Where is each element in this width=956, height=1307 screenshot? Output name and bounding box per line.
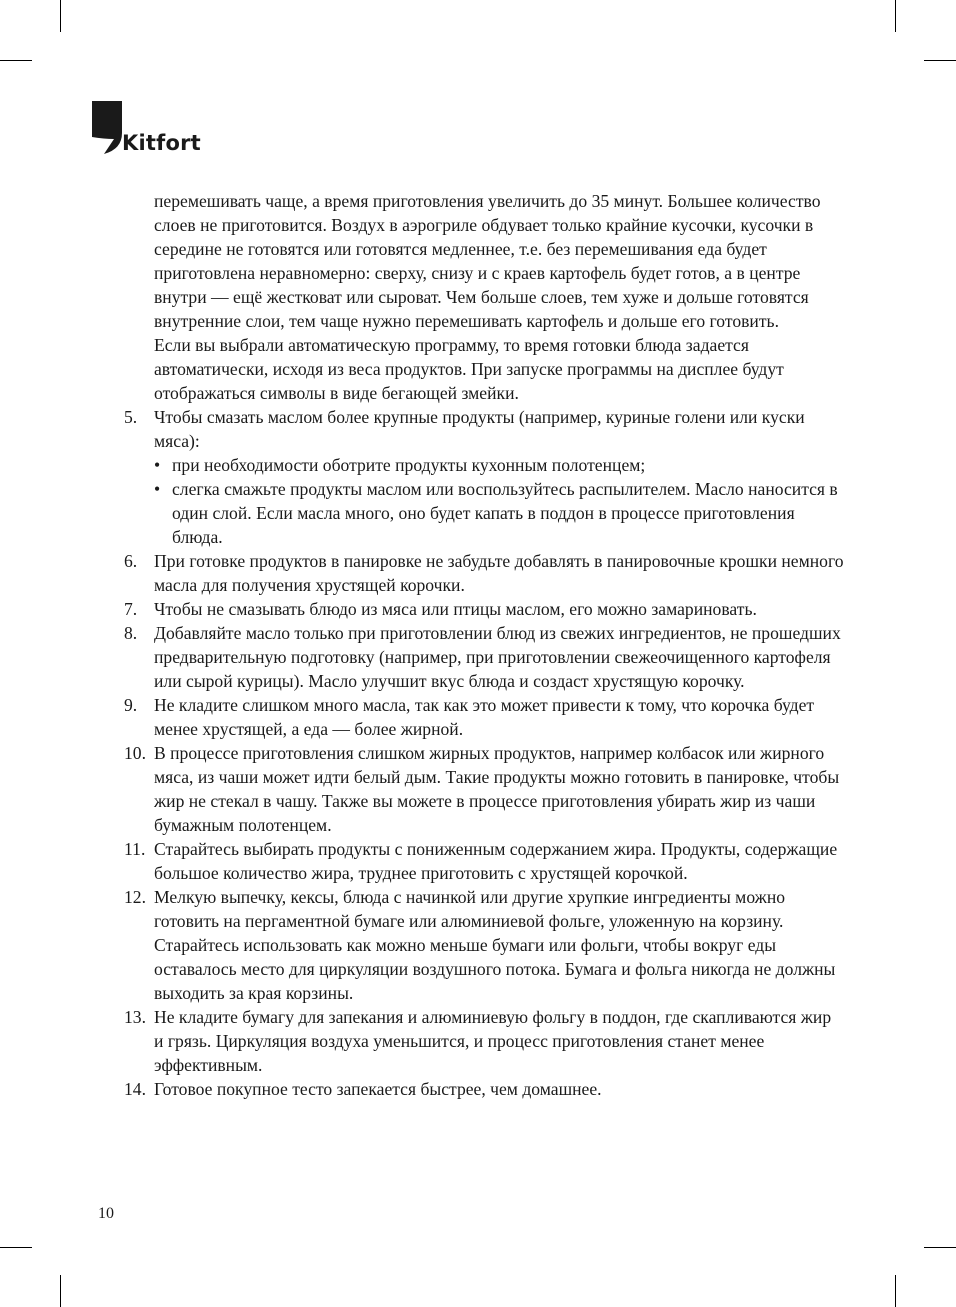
bullet-item-2 [124, 477, 844, 549]
crop-mark-bottom-left-v [60, 1275, 61, 1307]
intro-paragraph-2: Если вы выбрали автоматическую программу, то время готовки блюда задается автоматически, исходя из веса продуктов. При запуске программы на дисплее будут отображаться символы в виде бегающей змейки. [154, 335, 784, 403]
list-number: 5. [124, 407, 138, 427]
list-number: 9. [124, 695, 138, 715]
list-text: Готовое покупное тесто запекается быстрее, чем домашнее. [154, 1079, 602, 1099]
list-text: Мелкую выпечку, кексы, блюда с начинкой или другие хрупкие ингредиенты можно готовить на пергаментной бумаге или алюминиевой фольге, уложенную на корзину. Старайтесь использовать как можно меньше бумаги или фольги, чтобы вокруг еды оставалось место для циркуляции воздушного потока. Бумага и фольга никогда не должны выходить за края корзины. [154, 887, 836, 1003]
list-item-7 [124, 597, 844, 621]
bullet-text: при необходимости оботрите продукты кухонным полотенцем; [172, 455, 646, 475]
crop-mark-top-right-v [895, 0, 896, 32]
list-text: В процессе приготовления слишком жирных продуктов, например колбасок или жирного мяса, из чаши может идти белый дым. Такие продукты можно готовить в панировке, чтобы жир не стекал в чашу. Также вы можете в процессе приготовления убирать жир из чаши бумажным полотенцем. [154, 743, 840, 835]
list-text: Старайтесь выбирать продукты с пониженным содержанием жира. Продукты, содержащие большое количество жира, труднее приготовить с хрустящей корочкой. [154, 839, 838, 883]
list-number: 7. [124, 599, 138, 619]
list-item-9 [124, 693, 844, 741]
bullet-text: слегка смажьте продукты маслом или воспользуйтесь распылителем. Масло наносится в один слой. Если масла много, оно будет капать в поддон в процессе приготовления блюда. [172, 479, 838, 547]
brand-logo [92, 101, 202, 157]
brand-logo-icon [92, 101, 122, 155]
list-item-10 [124, 741, 844, 837]
list-item-5 [124, 405, 844, 453]
list-item-14 [124, 1077, 844, 1101]
list-item-8 [124, 621, 844, 693]
crop-mark-bottom-right-v [895, 1275, 896, 1307]
bullet-mark: • [154, 455, 161, 475]
list-number: 6. [124, 551, 138, 571]
list-number: 12. [124, 887, 146, 907]
page-content [124, 189, 844, 1101]
list-text: Чтобы смазать маслом более крупные продукты (например, куриные голени или куски мяса): [154, 407, 805, 451]
list-number: 14. [124, 1079, 146, 1099]
bullet-mark: • [154, 479, 161, 499]
bullet-item-1 [124, 453, 844, 477]
list-text: При готовке продуктов в панировке не забудьте добавлять в панировочные крошки немного масла для получения хрустящей корочки. [154, 551, 844, 595]
list-item-13 [124, 1005, 844, 1077]
list-number: 8. [124, 623, 138, 643]
list-text: Добавляйте масло только при приготовлении блюд из свежих ингредиентов, не прошедших предварительную подготовку (например, при приготовлении свежеочищенного картофеля или сырой курицы). Масло улучшит вкус блюда и создаст хрустящую корочку. [154, 623, 841, 691]
brand-name: Kitfort [122, 131, 201, 155]
list-number: 11. [124, 839, 146, 859]
list-text: Чтобы не смазывать блюдо из мяса или птицы маслом, его можно замариновать. [154, 599, 757, 619]
list-text: Не кладите бумагу для запекания и алюминиевую фольгу в поддон, где скапливаются жир и грязь. Циркуляция воздуха уменьшится, и процесс приготовления станет менее эффективным. [154, 1007, 832, 1075]
list-item-12 [124, 885, 844, 1005]
list-item-6 [124, 549, 844, 597]
crop-mark-top-right-h [924, 60, 956, 61]
list-number: 13. [124, 1007, 146, 1027]
crop-mark-bottom-right-h [924, 1247, 956, 1248]
intro-paragraph-1: перемешивать чаще, а время приготовления увеличить до 35 минут. Большее количество слоев не приготовится. Воздух в аэрогриле обдувает только крайние кусочки, кусочки в середине не готовятся или готовятся медленнее, т.е. без перемешивания еда будет приготовлена неравномерно: сверху, снизу и с краев картофель будет готов, а в центре внутри — ещё жестковат или сыроват. Чем больше слоев, тем хуже и дольше готовятся внутренние слои, тем чаще нужно перемешивать картофель и дольше его готовить. [154, 191, 821, 331]
page-number: 10 [98, 1205, 114, 1222]
crop-mark-top-left-v [60, 0, 61, 32]
list-number: 10. [124, 743, 146, 763]
list-item-11 [124, 837, 844, 885]
list-text: Не кладите слишком много масла, так как это может привести к тому, что корочка будет менее хрустящей, а еда — более жирной. [154, 695, 815, 739]
crop-mark-bottom-left-h [0, 1247, 32, 1248]
crop-mark-top-left-h [0, 60, 32, 61]
